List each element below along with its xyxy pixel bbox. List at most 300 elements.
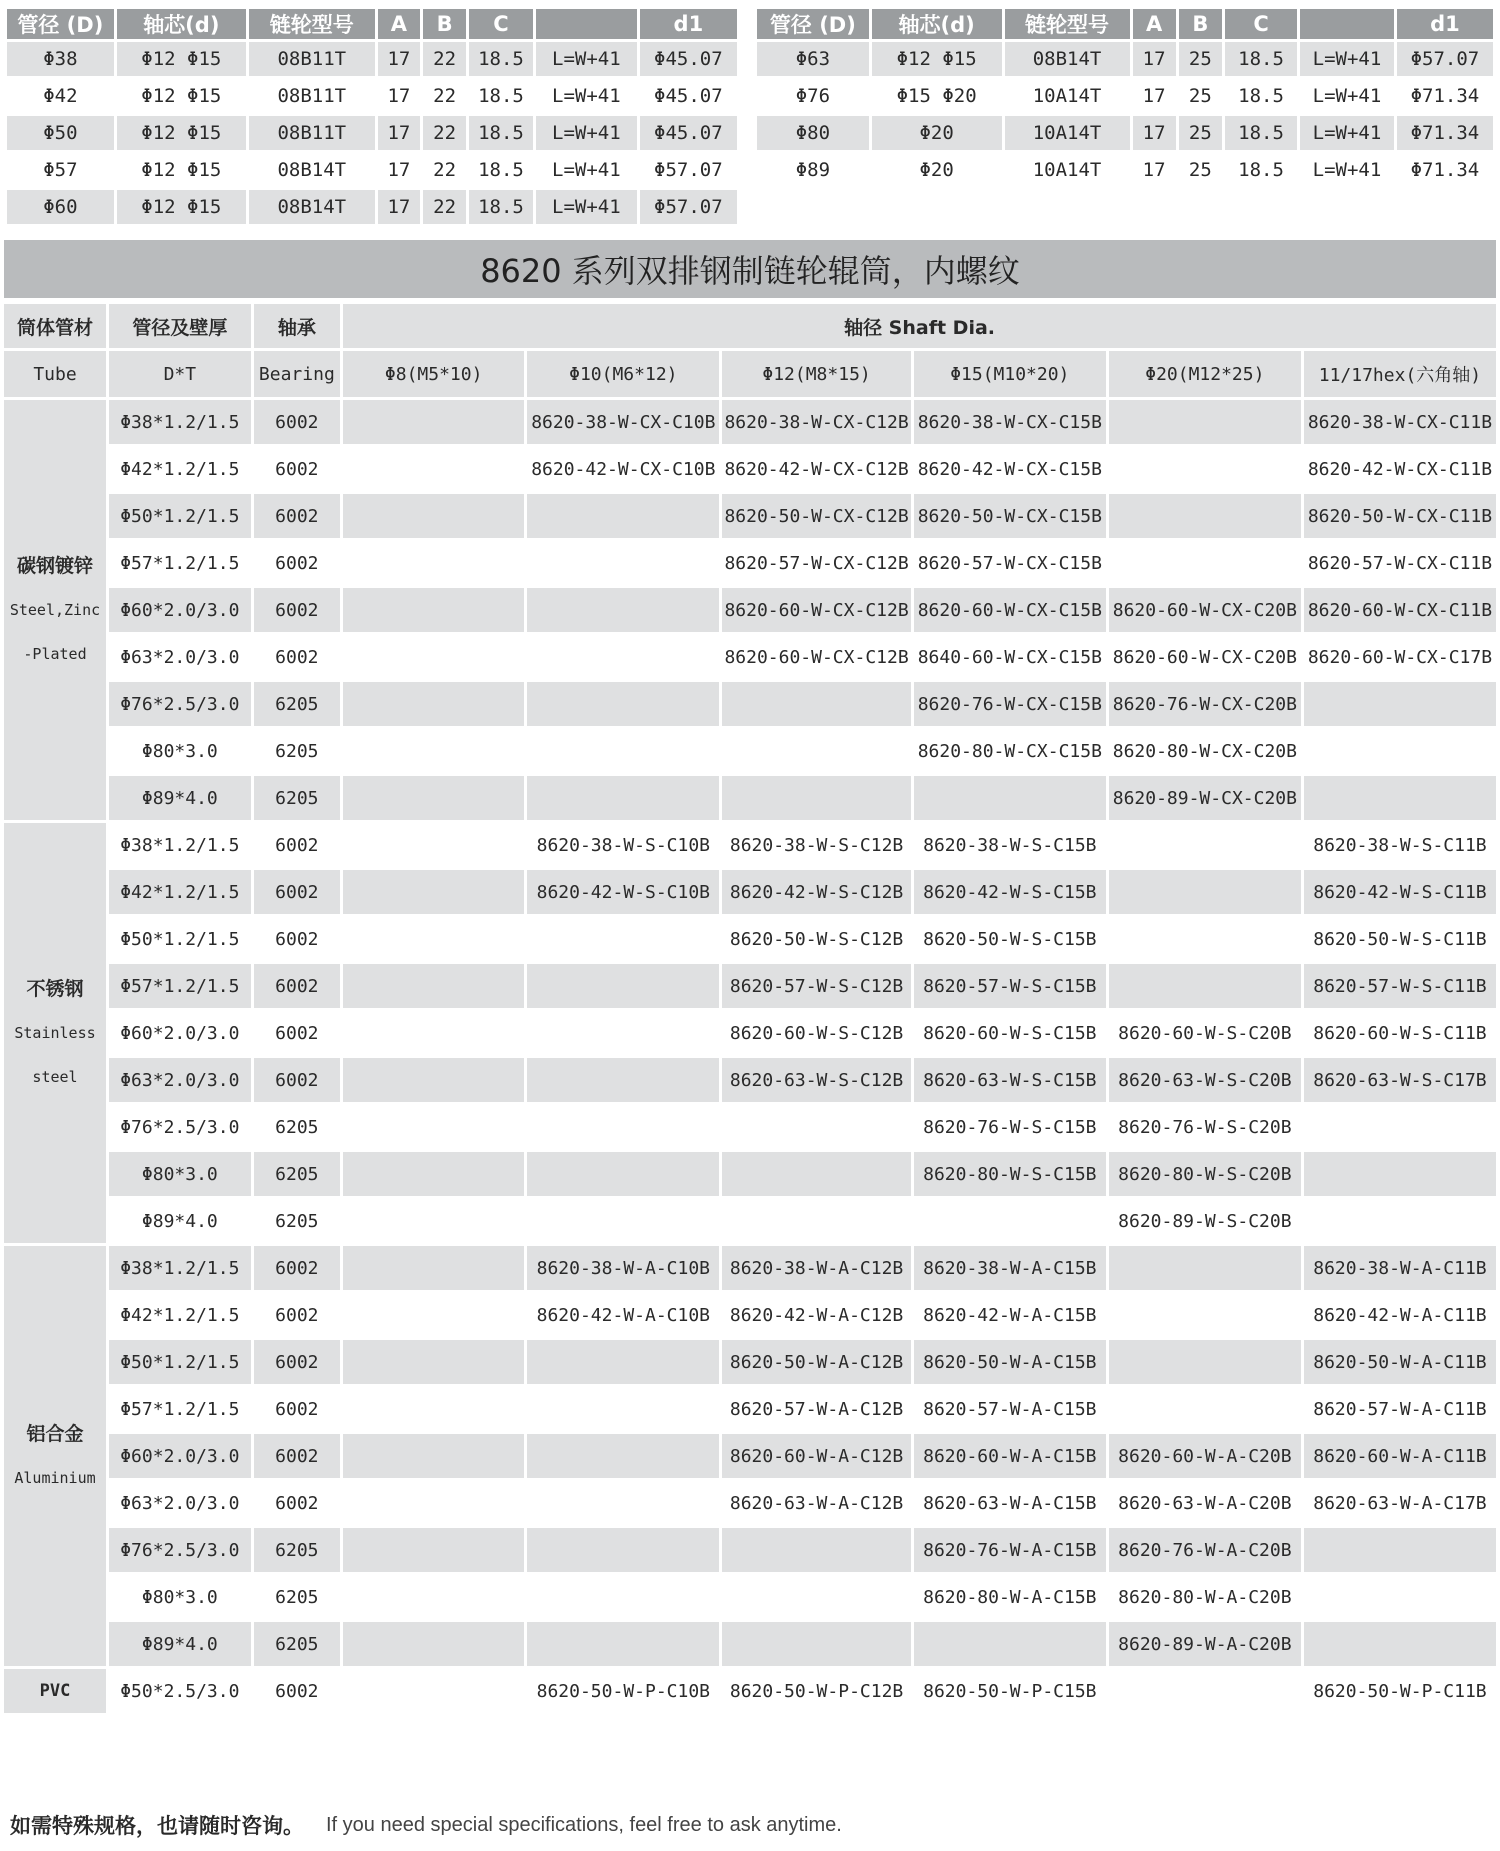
model-code-cell: 8620-38-W-S-C15B xyxy=(914,823,1106,867)
diameter-cell: Φ63*2.0/3.0 xyxy=(109,1481,251,1525)
bearing-cell: 6002 xyxy=(254,400,340,444)
model-code-cell: 8620-38-W-S-C10B xyxy=(527,823,719,867)
col-header: 管径 (D) xyxy=(757,9,869,39)
model-code-cell xyxy=(1304,1528,1496,1572)
table-row xyxy=(4,870,1496,914)
table-cell: 25 xyxy=(1179,153,1222,187)
diameter-cell: Φ42*1.2/1.5 xyxy=(109,870,251,914)
table-cell: 18.5 xyxy=(1225,116,1297,150)
diameter-cell: Φ50*2.5/3.0 xyxy=(109,1669,251,1713)
table-cell: 18.5 xyxy=(469,190,533,224)
table-row xyxy=(4,1105,1496,1149)
model-code-cell xyxy=(527,1058,719,1102)
model-code-cell xyxy=(722,682,910,726)
table-cell: 17 xyxy=(378,42,421,76)
model-code-cell xyxy=(1109,964,1301,1008)
col-header: 管径 (D) xyxy=(7,9,114,39)
table-row xyxy=(4,729,1496,773)
bearing-cell: 6205 xyxy=(254,1622,340,1666)
diameter-cell: Φ89*4.0 xyxy=(109,776,251,820)
model-code-cell xyxy=(343,494,524,538)
model-code-cell xyxy=(527,964,719,1008)
header-diameter-thickness: 管径及壁厚 xyxy=(109,304,251,348)
roller-model-table xyxy=(1,301,1499,1716)
model-code-cell: 8620-80-W-CX-C15B xyxy=(914,729,1106,773)
table-row xyxy=(7,116,737,150)
subheader-cell: Φ10(M6*12) xyxy=(527,351,719,397)
table-row xyxy=(4,1199,1496,1243)
model-code-cell xyxy=(1109,494,1301,538)
table-row xyxy=(4,823,1496,867)
model-code-cell: 8620-42-W-A-C11B xyxy=(1304,1293,1496,1337)
diameter-cell: Φ80*3.0 xyxy=(109,1152,251,1196)
diameter-cell: Φ50*1.2/1.5 xyxy=(109,1340,251,1384)
model-code-cell xyxy=(343,1246,524,1290)
table-header-row xyxy=(4,304,1496,348)
col-header: d1 xyxy=(1397,9,1493,39)
table-row xyxy=(4,1387,1496,1431)
col-header: 链轮型号 xyxy=(249,9,375,39)
diameter-cell: Φ76*2.5/3.0 xyxy=(109,1528,251,1572)
diameter-cell: Φ50*1.2/1.5 xyxy=(109,494,251,538)
model-code-cell: 8620-38-W-A-C10B xyxy=(527,1246,719,1290)
model-code-cell: 8620-50-W-S-C15B xyxy=(914,917,1106,961)
bearing-cell: 6002 xyxy=(254,1058,340,1102)
subheader-cell: Tube xyxy=(4,351,106,397)
subheader-cell: Bearing xyxy=(254,351,340,397)
diameter-cell: Φ42*1.2/1.5 xyxy=(109,1293,251,1337)
diameter-cell: Φ76*2.5/3.0 xyxy=(109,1105,251,1149)
diameter-cell: Φ42*1.2/1.5 xyxy=(109,447,251,491)
model-code-cell xyxy=(527,1575,719,1619)
table-cell: 17 xyxy=(378,153,421,187)
sprocket-table-left xyxy=(4,6,740,227)
table-row xyxy=(4,1669,1496,1713)
diameter-cell: Φ60*2.0/3.0 xyxy=(109,1011,251,1055)
model-code-cell xyxy=(1109,447,1301,491)
table-cell: Φ12 Φ15 xyxy=(117,79,246,113)
model-code-cell: 8620-89-W-A-C20B xyxy=(1109,1622,1301,1666)
tube-material-en-2: steel xyxy=(32,1068,78,1086)
model-code-cell xyxy=(1109,1387,1301,1431)
bearing-cell: 6205 xyxy=(254,1528,340,1572)
model-code-cell: 8620-80-W-S-C15B xyxy=(914,1152,1106,1196)
table-row xyxy=(757,116,1493,150)
table-cell: 18.5 xyxy=(469,79,533,113)
table-cell: 22 xyxy=(423,79,466,113)
model-code-cell xyxy=(527,1105,719,1149)
bearing-cell: 6002 xyxy=(254,635,340,679)
table-cell: Φ71.34 xyxy=(1397,79,1493,113)
model-code-cell xyxy=(527,541,719,585)
model-code-cell xyxy=(527,1199,719,1243)
model-code-cell: 8620-76-W-S-C15B xyxy=(914,1105,1106,1149)
table-cell: L=W+41 xyxy=(536,79,637,113)
model-code-cell: 8620-60-W-CX-C20B xyxy=(1109,588,1301,632)
model-code-cell: 8620-60-W-CX-C17B xyxy=(1304,635,1496,679)
model-code-cell: 8620-60-W-CX-C12B xyxy=(722,635,910,679)
header-tube-material: 筒体管材 xyxy=(4,304,106,348)
col-header: 轴芯(d) xyxy=(872,9,1002,39)
col-header: B xyxy=(423,9,466,39)
table-row xyxy=(4,1528,1496,1572)
col-header: d1 xyxy=(640,9,737,39)
model-code-cell: 8620-42-W-A-C15B xyxy=(914,1293,1106,1337)
table-cell: Φ45.07 xyxy=(640,116,737,150)
bearing-cell: 6002 xyxy=(254,870,340,914)
diameter-cell: Φ60*2.0/3.0 xyxy=(109,1434,251,1478)
model-code-cell xyxy=(527,494,719,538)
table-row xyxy=(7,153,737,187)
bearing-cell: 6002 xyxy=(254,541,340,585)
tube-material-en: Steel,Zinc xyxy=(9,601,101,619)
bearing-cell: 6002 xyxy=(254,588,340,632)
diameter-cell: Φ38*1.2/1.5 xyxy=(109,400,251,444)
tube-material-en: Aluminium xyxy=(14,1469,96,1487)
subheader-cell: Φ8(M5*10) xyxy=(343,351,524,397)
model-code-cell: 8620-42-W-A-C10B xyxy=(527,1293,719,1337)
diameter-cell: Φ89*4.0 xyxy=(109,1199,251,1243)
table-row xyxy=(4,1340,1496,1384)
diameter-cell: Φ60*2.0/3.0 xyxy=(109,588,251,632)
table-row xyxy=(4,1058,1496,1102)
model-code-cell: 8620-50-W-S-C11B xyxy=(1304,917,1496,961)
model-code-cell: 8620-57-W-A-C15B xyxy=(914,1387,1106,1431)
model-code-cell xyxy=(1109,541,1301,585)
bearing-cell: 6205 xyxy=(254,682,340,726)
diameter-cell: Φ89*4.0 xyxy=(109,1622,251,1666)
model-code-cell xyxy=(343,1669,524,1713)
table-cell: Φ20 xyxy=(872,116,1002,150)
tube-material-cell xyxy=(4,400,106,820)
model-code-cell: 8620-50-W-A-C11B xyxy=(1304,1340,1496,1384)
model-code-cell xyxy=(343,682,524,726)
table-cell: Φ12 Φ15 xyxy=(117,153,246,187)
table-cell: Φ12 Φ15 xyxy=(117,42,246,76)
model-code-cell: 8620-60-W-CX-C20B xyxy=(1109,635,1301,679)
footer-note-en: If you need special specifications, feel free to ask anytime. xyxy=(326,1813,842,1836)
model-code-cell: 8620-60-W-A-C11B xyxy=(1304,1434,1496,1478)
model-code-cell: 8620-38-W-A-C15B xyxy=(914,1246,1106,1290)
model-code-cell xyxy=(722,1105,910,1149)
model-code-cell xyxy=(343,1199,524,1243)
model-code-cell: 8620-80-W-A-C15B xyxy=(914,1575,1106,1619)
model-code-cell xyxy=(1109,1246,1301,1290)
model-code-cell: 8620-57-W-S-C15B xyxy=(914,964,1106,1008)
table-cell: 22 xyxy=(423,42,466,76)
table-cell: 08B14T xyxy=(249,190,375,224)
model-code-cell xyxy=(914,1622,1106,1666)
model-code-cell: 8620-57-W-A-C11B xyxy=(1304,1387,1496,1431)
col-header: 轴芯(d) xyxy=(117,9,246,39)
model-code-cell: 8620-42-W-CX-C12B xyxy=(722,447,910,491)
model-code-cell xyxy=(1304,1575,1496,1619)
tube-material-cell xyxy=(4,823,106,1243)
table-cell: 17 xyxy=(378,79,421,113)
model-code-cell: 8620-60-W-S-C15B xyxy=(914,1011,1106,1055)
footer-note xyxy=(10,1809,842,1841)
table-cell: 10A14T xyxy=(1005,116,1130,150)
table-header-row xyxy=(7,9,737,39)
model-code-cell xyxy=(343,823,524,867)
model-code-cell xyxy=(343,729,524,773)
table-cell: Φ71.34 xyxy=(1397,116,1493,150)
model-code-cell xyxy=(1304,682,1496,726)
table-row xyxy=(7,190,737,224)
model-code-cell xyxy=(527,776,719,820)
bearing-cell: 6205 xyxy=(254,1575,340,1619)
col-header: 链轮型号 xyxy=(1005,9,1130,39)
model-code-cell: 8620-76-W-CX-C20B xyxy=(1109,682,1301,726)
table-cell: Φ57.07 xyxy=(640,190,737,224)
model-code-cell: 8620-63-W-A-C17B xyxy=(1304,1481,1496,1525)
model-code-cell xyxy=(722,1575,910,1619)
table-row xyxy=(4,917,1496,961)
model-code-cell xyxy=(343,541,524,585)
table-row xyxy=(4,1152,1496,1196)
header-bearing: 轴承 xyxy=(254,304,340,348)
model-code-cell xyxy=(527,917,719,961)
model-code-cell xyxy=(527,1622,719,1666)
table-row xyxy=(4,1011,1496,1055)
diameter-cell: Φ63*2.0/3.0 xyxy=(109,635,251,679)
diameter-cell: Φ50*1.2/1.5 xyxy=(109,917,251,961)
model-code-cell xyxy=(1304,1199,1496,1243)
bearing-cell: 6002 xyxy=(254,1011,340,1055)
table-cell: Φ12 Φ15 xyxy=(117,116,246,150)
model-code-cell: 8620-63-W-S-C15B xyxy=(914,1058,1106,1102)
table-cell: 22 xyxy=(423,153,466,187)
model-code-cell xyxy=(1109,823,1301,867)
table-cell: Φ38 xyxy=(7,42,114,76)
model-code-cell: 8620-60-W-A-C12B xyxy=(722,1434,910,1478)
table-cell: 17 xyxy=(378,190,421,224)
table-cell: Φ60 xyxy=(7,190,114,224)
tube-material-cell xyxy=(4,1246,106,1666)
model-code-cell xyxy=(722,1199,910,1243)
model-code-cell: 8620-50-W-CX-C12B xyxy=(722,494,910,538)
model-code-cell: 8620-76-W-A-C20B xyxy=(1109,1528,1301,1572)
diameter-cell: Φ38*1.2/1.5 xyxy=(109,823,251,867)
model-code-cell: 8640-60-W-CX-C15B xyxy=(914,635,1106,679)
subheader-cell: Φ20(M12*25) xyxy=(1109,351,1301,397)
table-cell: 17 xyxy=(378,116,421,150)
model-code-cell xyxy=(343,400,524,444)
model-code-cell: 8620-42-W-CX-C15B xyxy=(914,447,1106,491)
table-cell: 22 xyxy=(423,190,466,224)
table-cell: 18.5 xyxy=(1225,153,1297,187)
model-code-cell xyxy=(527,1481,719,1525)
model-code-cell: 8620-42-W-S-C10B xyxy=(527,870,719,914)
section-banner: 8620 系列双排钢制链轮辊筒，内螺纹 xyxy=(4,240,1496,298)
model-code-cell: 8620-42-W-S-C15B xyxy=(914,870,1106,914)
model-code-cell: 8620-76-W-A-C15B xyxy=(914,1528,1106,1572)
model-code-cell: 8620-60-W-S-C20B xyxy=(1109,1011,1301,1055)
diameter-cell: Φ63*2.0/3.0 xyxy=(109,1058,251,1102)
model-code-cell: 8620-80-W-A-C20B xyxy=(1109,1575,1301,1619)
model-code-cell: 8620-38-W-S-C12B xyxy=(722,823,910,867)
model-code-cell xyxy=(527,1152,719,1196)
model-code-cell xyxy=(527,1011,719,1055)
model-code-cell: 8620-50-W-P-C11B xyxy=(1304,1669,1496,1713)
table-cell: Φ45.07 xyxy=(640,79,737,113)
model-code-cell xyxy=(343,1011,524,1055)
model-code-cell xyxy=(1109,870,1301,914)
table-cell: L=W+41 xyxy=(1300,42,1394,76)
bearing-cell: 6002 xyxy=(254,1387,340,1431)
model-code-cell xyxy=(722,776,910,820)
bearing-cell: 6002 xyxy=(254,447,340,491)
col-header xyxy=(1300,9,1394,39)
diameter-cell: Φ57*1.2/1.5 xyxy=(109,964,251,1008)
table-cell: 18.5 xyxy=(469,116,533,150)
model-code-cell: 8620-60-W-S-C11B xyxy=(1304,1011,1496,1055)
spec-tables xyxy=(4,6,1496,226)
table-cell: L=W+41 xyxy=(536,116,637,150)
model-code-cell xyxy=(1304,1105,1496,1149)
table-cell: L=W+41 xyxy=(1300,79,1394,113)
diameter-cell: Φ57*1.2/1.5 xyxy=(109,541,251,585)
table-row xyxy=(757,153,1493,187)
tube-material-zh: 碳钢镀锌 xyxy=(17,555,94,577)
table-row xyxy=(4,1434,1496,1478)
table-cell: 17 xyxy=(1133,153,1176,187)
bearing-cell: 6002 xyxy=(254,964,340,1008)
table-cell: 25 xyxy=(1179,116,1222,150)
tube-material-en: PVC xyxy=(39,1681,71,1701)
model-code-cell xyxy=(343,588,524,632)
diameter-cell: Φ76*2.5/3.0 xyxy=(109,682,251,726)
model-code-cell: 8620-50-W-S-C12B xyxy=(722,917,910,961)
model-code-cell: 8620-38-W-CX-C15B xyxy=(914,400,1106,444)
table-cell: Φ12 Φ15 xyxy=(117,190,246,224)
table-row xyxy=(4,541,1496,585)
subheader-cell: Φ15(M10*20) xyxy=(914,351,1106,397)
model-code-cell: 8620-50-W-CX-C11B xyxy=(1304,494,1496,538)
model-code-cell xyxy=(343,964,524,1008)
model-code-cell: 8620-76-W-S-C20B xyxy=(1109,1105,1301,1149)
table-cell: Φ71.34 xyxy=(1397,153,1493,187)
model-code-cell: 8620-42-W-S-C12B xyxy=(722,870,910,914)
table-cell: 18.5 xyxy=(1225,79,1297,113)
model-code-cell: 8620-63-W-S-C12B xyxy=(722,1058,910,1102)
table-row xyxy=(4,588,1496,632)
col-header: C xyxy=(1225,9,1297,39)
table-cell: 17 xyxy=(1133,116,1176,150)
model-code-cell xyxy=(1109,1340,1301,1384)
model-code-cell: 8620-57-W-CX-C11B xyxy=(1304,541,1496,585)
table-row xyxy=(7,79,737,113)
model-code-cell xyxy=(527,1340,719,1384)
bearing-cell: 6205 xyxy=(254,776,340,820)
table-cell: L=W+41 xyxy=(1300,153,1394,187)
model-code-cell: 8620-57-W-CX-C12B xyxy=(722,541,910,585)
model-code-cell xyxy=(722,1528,910,1572)
model-code-cell: 8620-63-W-A-C15B xyxy=(914,1481,1106,1525)
table-row xyxy=(757,42,1493,76)
table-cell: Φ15 Φ20 xyxy=(872,79,1002,113)
bearing-cell: 6002 xyxy=(254,494,340,538)
table-row xyxy=(4,964,1496,1008)
table-cell: Φ57.07 xyxy=(1397,42,1493,76)
col-header: A xyxy=(1133,9,1176,39)
table-cell: L=W+41 xyxy=(536,153,637,187)
model-code-cell: 8620-89-W-S-C20B xyxy=(1109,1199,1301,1243)
table-cell: 18.5 xyxy=(1225,42,1297,76)
model-code-cell xyxy=(343,1481,524,1525)
model-code-cell: 8620-57-W-S-C12B xyxy=(722,964,910,1008)
col-header: B xyxy=(1179,9,1222,39)
model-code-cell xyxy=(343,1387,524,1431)
table-cell: 18.5 xyxy=(469,153,533,187)
table-row xyxy=(4,1622,1496,1666)
table-row xyxy=(4,400,1496,444)
model-code-cell: 8620-38-W-CX-C12B xyxy=(722,400,910,444)
model-code-cell xyxy=(343,1622,524,1666)
table-cell: Φ80 xyxy=(757,116,869,150)
model-code-cell: 8620-63-W-A-C12B xyxy=(722,1481,910,1525)
model-code-cell: 8620-89-W-CX-C20B xyxy=(1109,776,1301,820)
model-code-cell: 8620-50-W-P-C15B xyxy=(914,1669,1106,1713)
bearing-cell: 6002 xyxy=(254,917,340,961)
model-code-cell: 8620-60-W-CX-C11B xyxy=(1304,588,1496,632)
bearing-cell: 6002 xyxy=(254,1246,340,1290)
model-code-cell: 8620-50-W-CX-C15B xyxy=(914,494,1106,538)
model-code-cell: 8620-42-W-CX-C10B xyxy=(527,447,719,491)
table-cell: Φ89 xyxy=(757,153,869,187)
tube-material-en: Stainless xyxy=(14,1024,96,1042)
model-code-cell xyxy=(914,1199,1106,1243)
table-cell: Φ42 xyxy=(7,79,114,113)
model-code-cell: 8620-50-W-A-C12B xyxy=(722,1340,910,1384)
model-code-cell: 8620-76-W-CX-C15B xyxy=(914,682,1106,726)
table-cell: Φ12 Φ15 xyxy=(872,42,1002,76)
table-row xyxy=(7,42,737,76)
model-code-cell: 8620-57-W-A-C12B xyxy=(722,1387,910,1431)
model-code-cell: 8620-63-W-S-C20B xyxy=(1109,1058,1301,1102)
model-code-cell: 8620-38-W-A-C12B xyxy=(722,1246,910,1290)
model-code-cell xyxy=(343,447,524,491)
model-code-cell: 8620-38-W-CX-C11B xyxy=(1304,400,1496,444)
bearing-cell: 6205 xyxy=(254,1199,340,1243)
subheader-cell: Φ12(M8*15) xyxy=(722,351,910,397)
col-header: C xyxy=(469,9,533,39)
table-row xyxy=(4,1293,1496,1337)
model-code-cell: 8620-42-W-A-C12B xyxy=(722,1293,910,1337)
table-row xyxy=(4,1481,1496,1525)
table-cell: 10A14T xyxy=(1005,153,1130,187)
model-code-cell: 8620-63-W-S-C17B xyxy=(1304,1058,1496,1102)
bearing-cell: 6205 xyxy=(254,1152,340,1196)
bearing-cell: 6002 xyxy=(254,823,340,867)
model-code-cell xyxy=(343,870,524,914)
model-code-cell xyxy=(343,1293,524,1337)
table-row xyxy=(4,447,1496,491)
model-code-cell xyxy=(343,1058,524,1102)
table-row xyxy=(4,1575,1496,1619)
subheader-cell: D*T xyxy=(109,351,251,397)
bearing-cell: 6002 xyxy=(254,1434,340,1478)
bearing-cell: 6002 xyxy=(254,1340,340,1384)
bearing-cell: 6002 xyxy=(254,1293,340,1337)
table-cell: Φ57 xyxy=(7,153,114,187)
bearing-cell: 6002 xyxy=(254,1669,340,1713)
table-cell: Φ57.07 xyxy=(640,153,737,187)
model-code-cell: 8620-80-W-CX-C20B xyxy=(1109,729,1301,773)
table-cell: 08B14T xyxy=(249,153,375,187)
table-subheader-row xyxy=(4,351,1496,397)
table-cell: 10A14T xyxy=(1005,79,1130,113)
